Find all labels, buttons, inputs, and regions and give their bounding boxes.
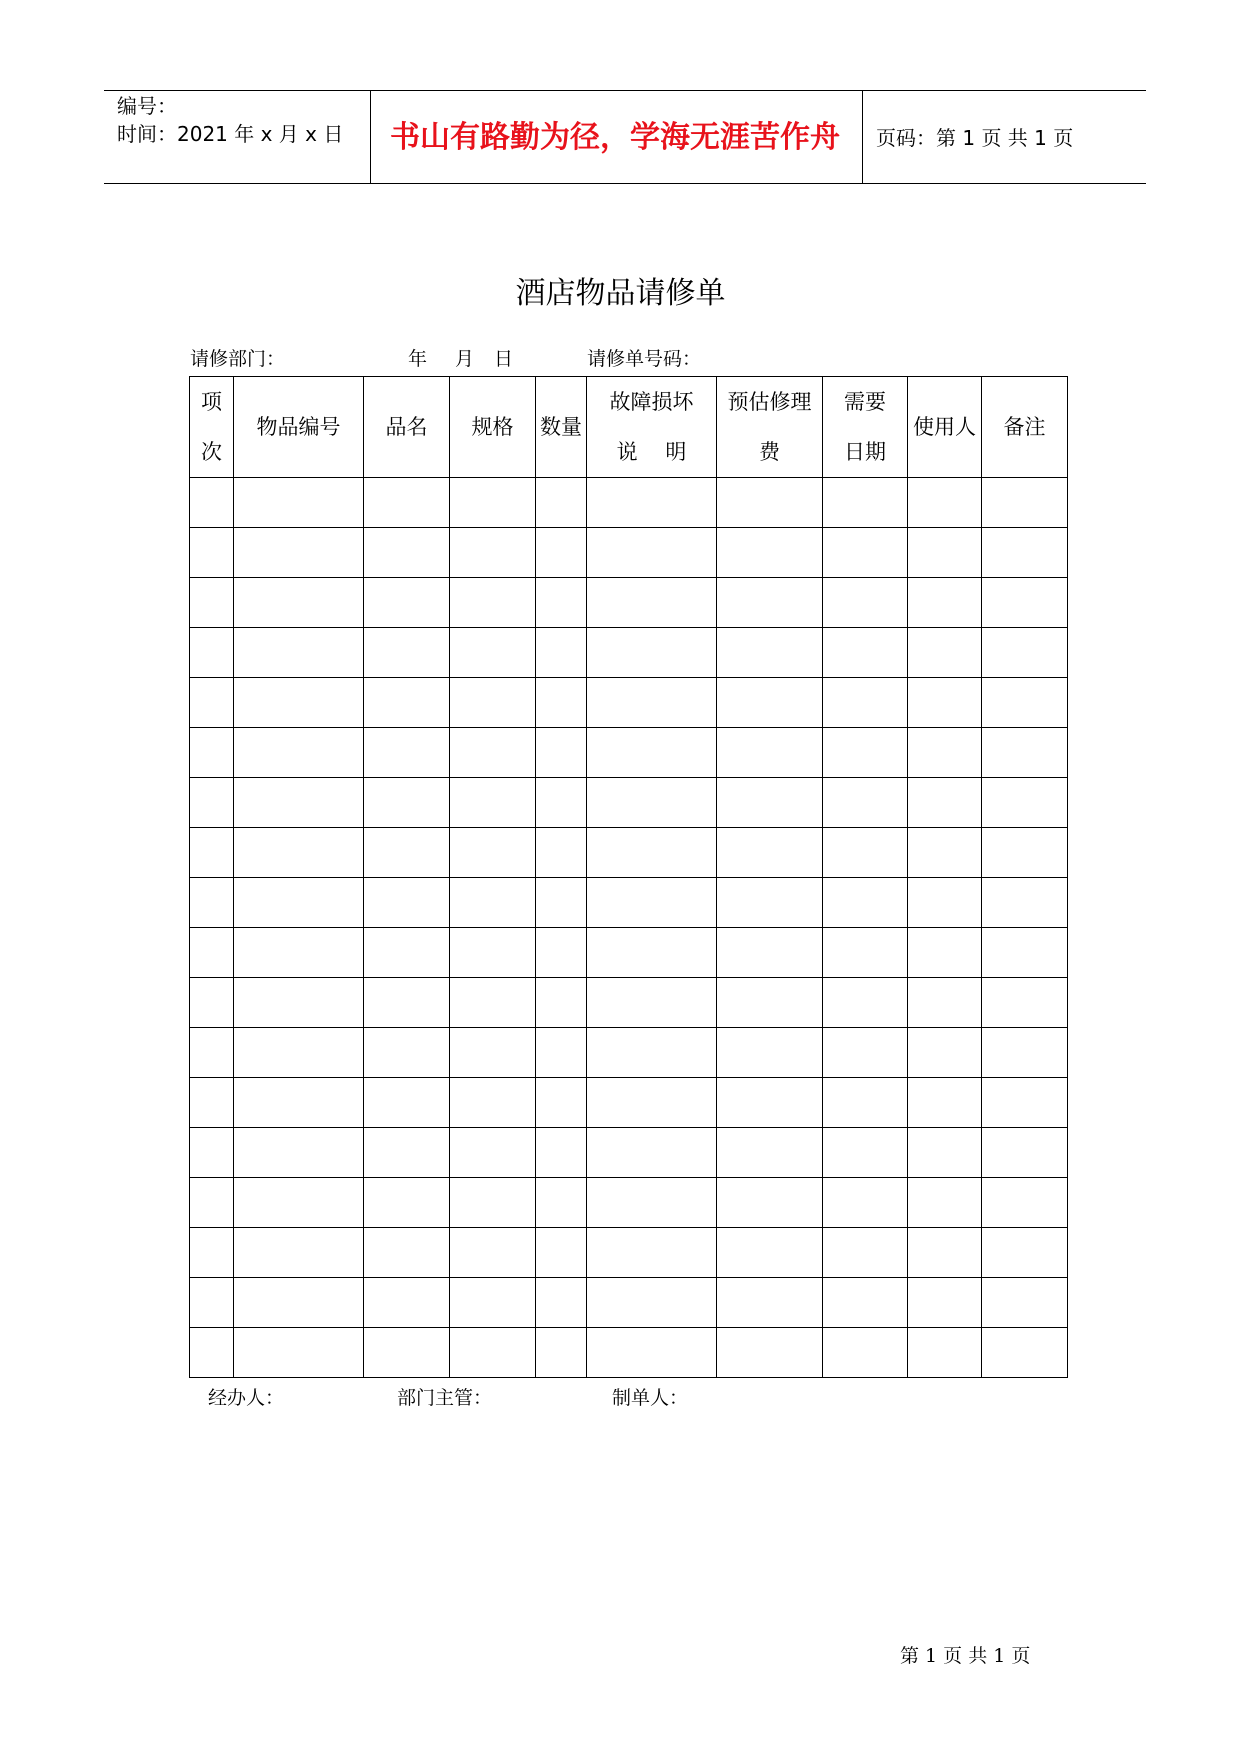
table-cell[interactable] bbox=[234, 928, 364, 978]
table-cell[interactable] bbox=[234, 828, 364, 878]
order-number-label: 请修单号码： bbox=[587, 348, 702, 370]
table-cell[interactable] bbox=[587, 1228, 717, 1278]
table-cell[interactable] bbox=[364, 878, 450, 928]
table-cell[interactable] bbox=[190, 1028, 234, 1078]
table-cell[interactable] bbox=[717, 778, 823, 828]
table-cell[interactable] bbox=[190, 728, 234, 778]
table-header-row bbox=[190, 377, 1068, 478]
table-row bbox=[190, 1278, 1068, 1328]
table-cell[interactable] bbox=[536, 778, 587, 828]
table-cell[interactable] bbox=[536, 978, 587, 1028]
table-cell[interactable] bbox=[587, 478, 717, 528]
table-cell[interactable] bbox=[587, 678, 717, 728]
table-cell[interactable] bbox=[908, 728, 982, 778]
table-cell[interactable] bbox=[823, 1028, 908, 1078]
table-cell[interactable] bbox=[587, 1178, 717, 1228]
table-cell[interactable] bbox=[536, 678, 587, 728]
table-cell[interactable] bbox=[908, 778, 982, 828]
col-need-date-line2: 日期 bbox=[844, 440, 886, 464]
table-cell[interactable] bbox=[823, 1228, 908, 1278]
col-fault-desc-line2: 说 明 bbox=[616, 440, 687, 464]
table-cell[interactable] bbox=[587, 628, 717, 678]
col-est-cost-line2: 费 bbox=[759, 440, 780, 464]
table-cell[interactable] bbox=[587, 1328, 717, 1378]
col-item-no-line1: 项 bbox=[201, 390, 222, 414]
table-row bbox=[190, 1178, 1068, 1228]
table-cell[interactable] bbox=[190, 1178, 234, 1228]
table-cell[interactable] bbox=[717, 828, 823, 878]
table-cell[interactable] bbox=[717, 728, 823, 778]
table-cell[interactable] bbox=[190, 828, 234, 878]
table-cell[interactable] bbox=[450, 778, 536, 828]
col-spec: 规格 bbox=[450, 377, 536, 478]
table-cell[interactable] bbox=[908, 1278, 982, 1328]
table-cell[interactable] bbox=[982, 878, 1068, 928]
table-cell[interactable] bbox=[717, 978, 823, 1028]
table-cell[interactable] bbox=[364, 678, 450, 728]
table-cell[interactable] bbox=[908, 478, 982, 528]
form-title: 酒店物品请修单 bbox=[515, 276, 726, 311]
table-cell[interactable] bbox=[450, 1178, 536, 1228]
table-cell[interactable] bbox=[536, 828, 587, 878]
table-cell[interactable] bbox=[982, 1078, 1068, 1128]
table-cell[interactable] bbox=[823, 1178, 908, 1228]
table-cell[interactable] bbox=[908, 1128, 982, 1178]
table-cell[interactable] bbox=[364, 628, 450, 678]
col-item-no-line2: 次 bbox=[201, 440, 222, 464]
table-cell[interactable] bbox=[587, 878, 717, 928]
table-cell[interactable] bbox=[982, 478, 1068, 528]
table-cell[interactable] bbox=[450, 878, 536, 928]
table-cell[interactable] bbox=[717, 928, 823, 978]
table-cell[interactable] bbox=[908, 578, 982, 628]
table-cell[interactable] bbox=[450, 1278, 536, 1328]
table-cell[interactable] bbox=[190, 628, 234, 678]
table-cell[interactable] bbox=[908, 1228, 982, 1278]
table-cell[interactable] bbox=[190, 678, 234, 728]
table-cell[interactable] bbox=[717, 1128, 823, 1178]
table-cell[interactable] bbox=[234, 978, 364, 1028]
table-cell[interactable] bbox=[364, 1178, 450, 1228]
header-number-label: 编号： bbox=[117, 94, 177, 118]
col-item-code: 物品编号 bbox=[234, 377, 364, 478]
table-cell[interactable] bbox=[823, 1128, 908, 1178]
col-fault-desc bbox=[587, 377, 717, 478]
table-cell[interactable] bbox=[587, 978, 717, 1028]
table-cell[interactable] bbox=[982, 1128, 1068, 1178]
dept-head-label: 部门主管： bbox=[397, 1387, 493, 1409]
table-cell[interactable] bbox=[450, 978, 536, 1028]
table-cell[interactable] bbox=[364, 578, 450, 628]
table-cell[interactable] bbox=[823, 928, 908, 978]
table-cell[interactable] bbox=[450, 1128, 536, 1178]
table-cell[interactable] bbox=[982, 828, 1068, 878]
table-cell[interactable] bbox=[823, 678, 908, 728]
table-cell[interactable] bbox=[450, 478, 536, 528]
table-cell[interactable] bbox=[536, 1278, 587, 1328]
table-cell[interactable] bbox=[450, 678, 536, 728]
table-cell[interactable] bbox=[234, 728, 364, 778]
table-cell[interactable] bbox=[234, 628, 364, 678]
table-cell[interactable] bbox=[717, 1028, 823, 1078]
table-cell[interactable] bbox=[823, 628, 908, 678]
col-quantity: 数量 bbox=[536, 377, 587, 478]
table-cell[interactable] bbox=[536, 1028, 587, 1078]
col-need-date-line1: 需要 bbox=[844, 390, 886, 414]
handler-label: 经办人： bbox=[208, 1387, 285, 1409]
col-item-no bbox=[190, 377, 234, 478]
table-cell[interactable] bbox=[234, 1078, 364, 1128]
col-fault-desc-line1: 故障损坏 bbox=[609, 390, 694, 414]
table-cell[interactable] bbox=[908, 678, 982, 728]
table-cell[interactable] bbox=[450, 578, 536, 628]
header-page-label: 页码：第 1 页 共 1 页 bbox=[876, 126, 1074, 150]
table-row bbox=[190, 1328, 1068, 1378]
table-cell[interactable] bbox=[364, 1078, 450, 1128]
table-row bbox=[190, 578, 1068, 628]
table-row bbox=[190, 1028, 1068, 1078]
table-cell[interactable] bbox=[190, 1328, 234, 1378]
table-cell[interactable] bbox=[536, 1128, 587, 1178]
table-cell[interactable] bbox=[364, 778, 450, 828]
table-cell[interactable] bbox=[450, 1028, 536, 1078]
table-row bbox=[190, 728, 1068, 778]
table-cell[interactable] bbox=[587, 1128, 717, 1178]
table-cell[interactable] bbox=[364, 1328, 450, 1378]
table-cell[interactable] bbox=[364, 1028, 450, 1078]
table-row bbox=[190, 628, 1068, 678]
table-cell[interactable] bbox=[450, 1228, 536, 1278]
table-cell[interactable] bbox=[908, 878, 982, 928]
table-cell[interactable] bbox=[190, 1228, 234, 1278]
table-cell[interactable] bbox=[587, 578, 717, 628]
col-est-cost bbox=[717, 377, 823, 478]
table-row bbox=[190, 928, 1068, 978]
table-cell[interactable] bbox=[364, 1228, 450, 1278]
table-cell[interactable] bbox=[908, 978, 982, 1028]
table-cell[interactable] bbox=[364, 928, 450, 978]
date-year-label: 年 bbox=[408, 348, 428, 370]
table-cell[interactable] bbox=[536, 878, 587, 928]
table-cell[interactable] bbox=[190, 528, 234, 578]
table-cell[interactable] bbox=[587, 528, 717, 578]
col-item-name: 品名 bbox=[364, 377, 450, 478]
table-cell[interactable] bbox=[190, 578, 234, 628]
table-cell[interactable] bbox=[823, 1078, 908, 1128]
table-cell[interactable] bbox=[908, 528, 982, 578]
table-cell[interactable] bbox=[450, 1328, 536, 1378]
table-cell[interactable] bbox=[717, 478, 823, 528]
table-row bbox=[190, 978, 1068, 1028]
table-cell[interactable] bbox=[717, 628, 823, 678]
table-cell[interactable] bbox=[982, 928, 1068, 978]
table-cell[interactable] bbox=[908, 628, 982, 678]
table-cell[interactable] bbox=[717, 578, 823, 628]
table-cell[interactable] bbox=[364, 728, 450, 778]
table-cell[interactable] bbox=[536, 478, 587, 528]
table-cell[interactable] bbox=[536, 628, 587, 678]
table-cell[interactable] bbox=[823, 1278, 908, 1328]
table-cell[interactable] bbox=[587, 1028, 717, 1078]
table-cell[interactable] bbox=[908, 1078, 982, 1128]
table-cell[interactable] bbox=[364, 528, 450, 578]
date-day-label: 日 bbox=[494, 348, 514, 370]
table-cell[interactable] bbox=[190, 978, 234, 1028]
table-cell[interactable] bbox=[234, 778, 364, 828]
table-cell[interactable] bbox=[982, 628, 1068, 678]
table-cell[interactable] bbox=[908, 828, 982, 878]
header-divider-left bbox=[370, 90, 371, 184]
table-cell[interactable] bbox=[982, 1328, 1068, 1378]
table-cell[interactable] bbox=[364, 478, 450, 528]
header-bottom-rule bbox=[104, 183, 1146, 184]
table-cell[interactable] bbox=[823, 728, 908, 778]
table-cell[interactable] bbox=[234, 478, 364, 528]
table-row bbox=[190, 678, 1068, 728]
col-remarks: 备注 bbox=[982, 377, 1068, 478]
table-cell[interactable] bbox=[190, 1078, 234, 1128]
table-cell[interactable] bbox=[982, 1278, 1068, 1328]
table-cell[interactable] bbox=[908, 928, 982, 978]
table-cell[interactable] bbox=[234, 1028, 364, 1078]
table-cell[interactable] bbox=[717, 1228, 823, 1278]
table-cell[interactable] bbox=[190, 1278, 234, 1328]
table-cell[interactable] bbox=[823, 828, 908, 878]
table-cell[interactable] bbox=[234, 1128, 364, 1178]
table-row bbox=[190, 828, 1068, 878]
preparer-label: 制单人： bbox=[612, 1387, 689, 1409]
table-cell[interactable] bbox=[908, 1178, 982, 1228]
date-month-label: 月 bbox=[455, 348, 475, 370]
table-cell[interactable] bbox=[190, 478, 234, 528]
table-cell[interactable] bbox=[536, 578, 587, 628]
table-cell[interactable] bbox=[364, 1278, 450, 1328]
table-cell[interactable] bbox=[234, 1228, 364, 1278]
table-cell[interactable] bbox=[234, 528, 364, 578]
table-row bbox=[190, 478, 1068, 528]
header-divider-right bbox=[862, 90, 863, 184]
table-cell[interactable] bbox=[536, 528, 587, 578]
table-cell[interactable] bbox=[364, 828, 450, 878]
header-time-label: 时间：2021 年 x 月 x 日 bbox=[117, 122, 344, 146]
table-cell[interactable] bbox=[536, 1078, 587, 1128]
table-cell[interactable] bbox=[450, 728, 536, 778]
table-row bbox=[190, 528, 1068, 578]
table-row bbox=[190, 1078, 1068, 1128]
table-row bbox=[190, 878, 1068, 928]
table-cell[interactable] bbox=[823, 878, 908, 928]
table-cell[interactable] bbox=[587, 928, 717, 978]
table-cell[interactable] bbox=[717, 1178, 823, 1228]
table-cell[interactable] bbox=[450, 528, 536, 578]
table-cell[interactable] bbox=[190, 878, 234, 928]
table-cell[interactable] bbox=[717, 1328, 823, 1378]
table-cell[interactable] bbox=[536, 1328, 587, 1378]
table-cell[interactable] bbox=[536, 1228, 587, 1278]
table-cell[interactable] bbox=[450, 1078, 536, 1128]
table-cell[interactable] bbox=[823, 578, 908, 628]
table-cell[interactable] bbox=[982, 678, 1068, 728]
table-cell[interactable] bbox=[823, 1328, 908, 1378]
table-cell[interactable] bbox=[717, 1278, 823, 1328]
table-cell[interactable] bbox=[234, 1278, 364, 1328]
repair-request-table bbox=[189, 376, 1068, 1378]
col-user: 使用人 bbox=[908, 377, 982, 478]
table-row bbox=[190, 1228, 1068, 1278]
table-cell[interactable] bbox=[823, 778, 908, 828]
header-top-rule bbox=[104, 90, 1146, 91]
table-cell[interactable] bbox=[823, 978, 908, 1028]
table-cell[interactable] bbox=[587, 828, 717, 878]
table-cell[interactable] bbox=[717, 528, 823, 578]
table-cell[interactable] bbox=[364, 1128, 450, 1178]
table-cell[interactable] bbox=[536, 1178, 587, 1228]
table-cell[interactable] bbox=[717, 1078, 823, 1128]
table-cell[interactable] bbox=[587, 1278, 717, 1328]
col-need-date bbox=[823, 377, 908, 478]
table-cell[interactable] bbox=[982, 978, 1068, 1028]
table-cell[interactable] bbox=[450, 828, 536, 878]
table-cell[interactable] bbox=[587, 1078, 717, 1128]
table-cell[interactable] bbox=[190, 928, 234, 978]
table-cell[interactable] bbox=[908, 1028, 982, 1078]
table-cell[interactable] bbox=[234, 1178, 364, 1228]
table-cell[interactable] bbox=[234, 578, 364, 628]
table-cell[interactable] bbox=[717, 678, 823, 728]
table-cell[interactable] bbox=[982, 1028, 1068, 1078]
table-cell[interactable] bbox=[190, 1128, 234, 1178]
table-cell[interactable] bbox=[982, 1178, 1068, 1228]
table-cell[interactable] bbox=[234, 878, 364, 928]
table-cell[interactable] bbox=[587, 778, 717, 828]
table-cell[interactable] bbox=[717, 878, 823, 928]
table-cell[interactable] bbox=[536, 728, 587, 778]
table-cell[interactable] bbox=[234, 678, 364, 728]
table-cell[interactable] bbox=[190, 778, 234, 828]
table-cell[interactable] bbox=[823, 478, 908, 528]
col-est-cost-line1: 预估修理 bbox=[727, 390, 812, 414]
footer-page-info: 第 1 页 共 1 页 bbox=[900, 1645, 1031, 1667]
table-cell[interactable] bbox=[982, 578, 1068, 628]
table-cell[interactable] bbox=[450, 928, 536, 978]
department-label: 请修部门： bbox=[190, 348, 286, 370]
table-body bbox=[190, 478, 1068, 1378]
table-row bbox=[190, 778, 1068, 828]
table-cell[interactable] bbox=[234, 1328, 364, 1378]
header-motto: 书山有路勤为径，学海无涯苦作舟 bbox=[390, 120, 840, 155]
table-cell[interactable] bbox=[982, 1228, 1068, 1278]
table-row bbox=[190, 1128, 1068, 1178]
table-cell[interactable] bbox=[982, 728, 1068, 778]
table-cell[interactable] bbox=[450, 628, 536, 678]
table-cell[interactable] bbox=[587, 728, 717, 778]
table-cell[interactable] bbox=[908, 1328, 982, 1378]
table-cell[interactable] bbox=[823, 528, 908, 578]
table-cell[interactable] bbox=[982, 528, 1068, 578]
table-cell[interactable] bbox=[982, 778, 1068, 828]
table-cell[interactable] bbox=[536, 928, 587, 978]
table-cell[interactable] bbox=[364, 978, 450, 1028]
